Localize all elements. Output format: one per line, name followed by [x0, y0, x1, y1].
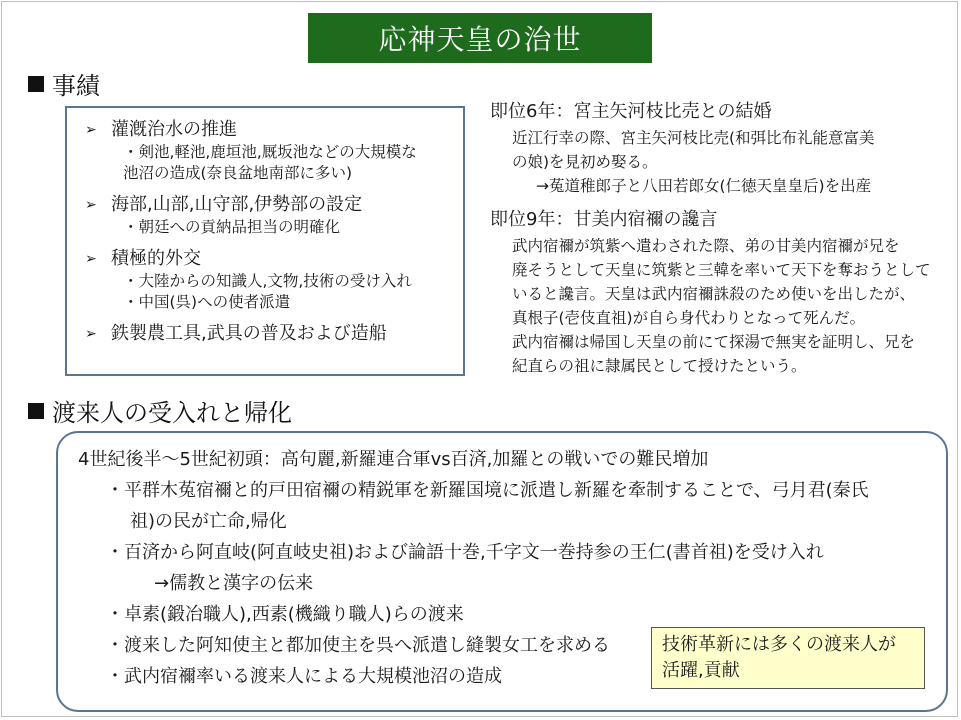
immigrant-line: 祖)の民が亡命,帰化 [130, 511, 287, 532]
immigrant-item [78, 599, 930, 630]
achievement-sub [85, 217, 453, 238]
bullet-square-icon [28, 76, 44, 92]
immigrant-item [78, 537, 930, 599]
immigrant-line: →儒教と漢字の伝来 [154, 573, 314, 594]
achievements-box [65, 106, 465, 376]
event-body [490, 234, 950, 378]
callout-note [651, 627, 925, 689]
achievement-label: 鉄製農工具,武具の普及および造船 [111, 323, 387, 344]
event-heading: 即位9年：甘美内宿禰の讒言 [490, 209, 718, 230]
immigrant-line: ・武内宿禰率いる渡来人による大規模池沼の造成 [106, 666, 502, 687]
arrow-bullet-icon: ➢ [85, 251, 97, 267]
event-body [490, 126, 950, 198]
achievement-item [85, 247, 453, 271]
immigrant-item [78, 475, 930, 537]
immigrants-lead: 4世紀後半～5世紀初頭：高句麗,新羅連合軍vs百済,加羅との戦いでの難民増加 [78, 449, 709, 470]
event-line: いると讒言。天皇は武内宿禰誅殺のため使いを出したが、 [512, 285, 916, 303]
events-column [490, 98, 950, 378]
immigrant-line: ・卓素(鍛冶職人),西素(機織り職人)らの渡来 [106, 604, 464, 625]
bullet-square-icon [28, 403, 44, 419]
immigrant-line: ・百済から阿直岐(阿直岐史祖)および論語十巻,千字文一巻持参の王仁(書首祖)を受け入れ [106, 542, 824, 563]
callout-line: 活躍,貢献 [662, 660, 740, 681]
achievement-item [85, 193, 453, 217]
arrow-bullet-icon: ➢ [85, 326, 97, 342]
immigrant-line: ・平群木菟宿禰と的戸田宿禰の精鋭軍を新羅国境に派遣し新羅を牽制することで、弓月君(秦氏 [106, 480, 869, 501]
event-line: 武内宿禰が筑紫へ遣わされた際、弟の甘美内宿禰が兄を [512, 237, 900, 255]
achievement-item [85, 118, 453, 142]
achievement-sub-line: ・剣池,軽池,鹿垣池,厩坂池などの大規模な [123, 143, 417, 161]
achievement-sub [85, 142, 453, 184]
immigrants-heading-text: 渡来人の受入れと帰化 [52, 399, 292, 427]
arrow-bullet-icon: ➢ [85, 122, 97, 138]
achievement-sub-line: ・大陸からの知識人,文物,技術の受け入れ [123, 272, 412, 290]
event-line: 武内宿禰は帰国し天皇の前にて探湯で無実を証明し、兄を [512, 333, 916, 351]
achievement-sub [85, 271, 453, 313]
arrow-bullet-icon: ➢ [85, 197, 97, 213]
event-line: 紀直らの祖に隷属民として授けたという。 [512, 357, 807, 375]
event-line: 近江行幸の際、宮主矢河枝比売(和弭比布礼能意富美 [512, 129, 875, 147]
achievement-label: 灌漑治水の推進 [111, 119, 237, 140]
event-heading: 即位6年：宮主矢河枝比売との結婚 [490, 101, 772, 122]
callout-line: 技術革新には多くの渡来人が [662, 634, 896, 655]
slide-title: 応神天皇の治世 [308, 13, 652, 63]
achievements-heading [28, 66, 100, 101]
achievement-label: 海部,山部,山守部,伊勢部の設定 [111, 194, 363, 215]
immigrant-line: ・渡来した阿知使主と都加使主を呉へ派遣し縫製女工を求める [106, 635, 610, 656]
achievement-sub-line: ・朝廷への貢納品担当の明確化 [123, 218, 341, 236]
immigrants-heading [28, 393, 292, 428]
achievement-sub-line: 池沼の造成(奈良盆地南部に多い) [123, 164, 353, 182]
event-line: 廃そうとして天皇に筑紫と三韓を率いて天下を奪おうとして [512, 261, 931, 279]
achievement-item [85, 322, 453, 346]
event-line: →菟道稚郎子と八田若郎女(仁徳天皇皇后)を出産 [536, 177, 872, 195]
achievements-heading-text: 事績 [52, 72, 100, 100]
event-line: 真根子(壱伎直祖)が自ら身代わりとなって死んだ。 [512, 309, 866, 327]
event-line: の娘)を見初め娶る。 [512, 153, 658, 171]
achievement-sub-line: ・中国(呉)への使者派遣 [123, 293, 291, 311]
achievement-label: 積極的外交 [111, 248, 201, 269]
